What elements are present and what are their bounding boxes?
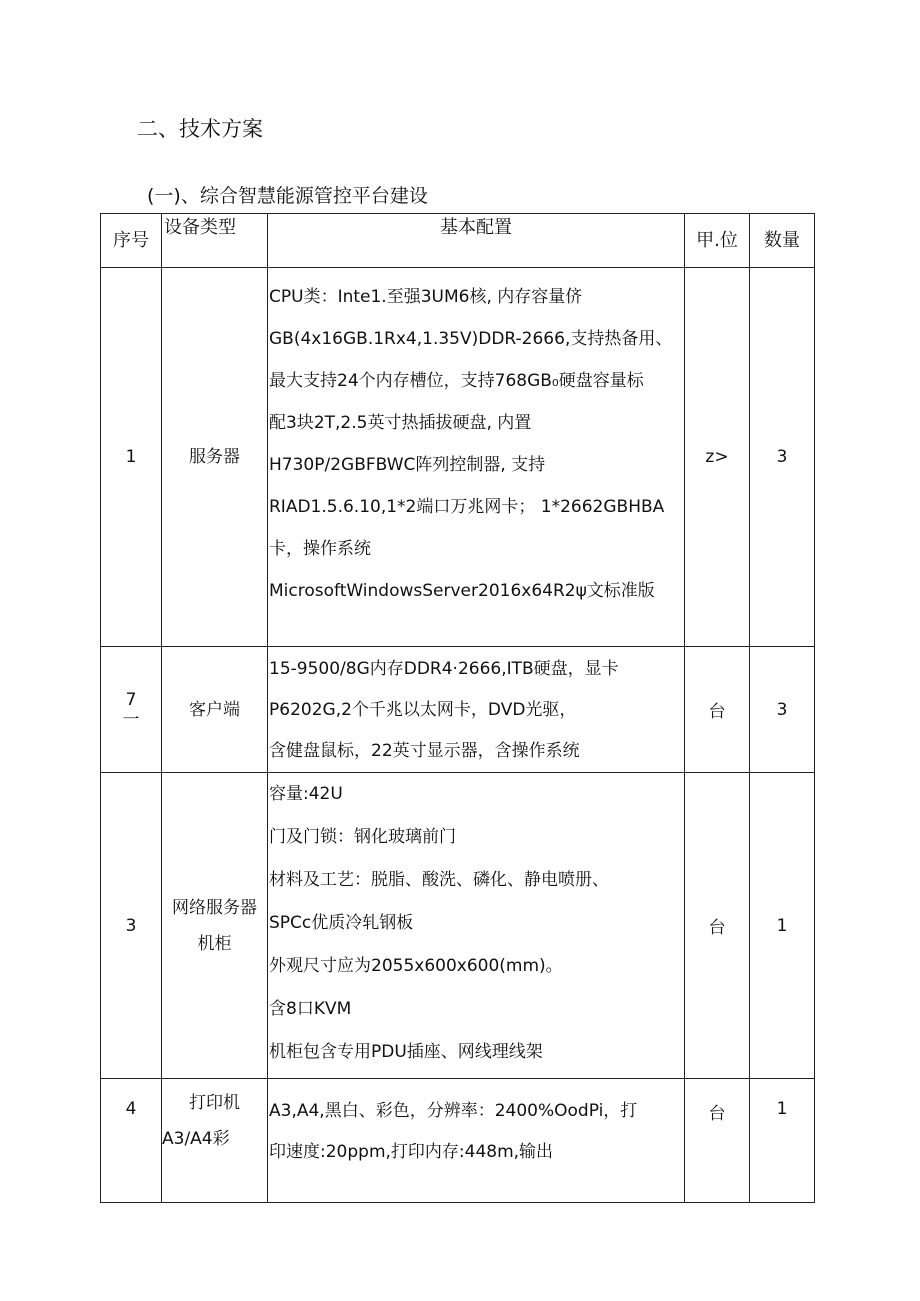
row-config <box>268 1079 685 1203</box>
row-unit: z> <box>685 268 750 647</box>
row-qty: 3 <box>750 647 815 773</box>
config-line: P6202G,2个千兆以太网卡，DVD光驱， <box>269 700 577 720</box>
config-line: SPCc优质冷轧钢板 <box>269 913 414 933</box>
seq-bottom: 一 <box>122 709 140 730</box>
row-type <box>162 1079 268 1203</box>
table-row <box>101 1079 815 1203</box>
table-row <box>101 647 815 773</box>
config-line: H730P/2GBFBWC阵列控制器, 支持 <box>269 455 546 475</box>
row-config <box>268 647 685 773</box>
row-unit: 台 <box>685 773 750 1079</box>
config-line: 机柜包含专用PDU插座、网线理线架 <box>269 1042 543 1062</box>
row-type <box>162 773 268 1079</box>
row-seq: 1 <box>101 268 162 647</box>
config-line: 容量:42U <box>269 784 343 804</box>
row-type: 客户端 <box>162 647 268 773</box>
header-config: 基本配置 <box>268 214 685 268</box>
row-unit: 台 <box>685 647 750 773</box>
row-unit: 台 <box>685 1079 750 1203</box>
config-line: 含健盘鼠标，22英寸显示器，含操作系统 <box>269 741 580 761</box>
header-qty: 数量 <box>750 214 815 268</box>
row-type: 服务器 <box>162 268 268 647</box>
equipment-table <box>100 213 815 1203</box>
config-line: A3,A4,黑白、彩色，分辨率：2400%OodPi，打 <box>269 1101 638 1121</box>
config-line: 卡，操作系统 <box>269 539 371 559</box>
row-config <box>268 268 685 647</box>
table-row <box>101 268 815 647</box>
config-line: 外观尺寸应为2055x600x600(mm)。 <box>269 956 563 976</box>
row-config <box>268 773 685 1079</box>
table-header-row <box>101 214 815 268</box>
config-line: 门及门锁：钢化玻璃前门 <box>269 827 456 847</box>
config-line: CPU类：Inte1.至强3UM6核, 内存容量侪 <box>269 287 583 307</box>
config-line: RIAD1.5.6.10,1*2端口万兆网卡； 1*2662GBHBA <box>269 497 665 517</box>
subsection-heading: (一)、综合智慧能源管控平台建设 <box>147 185 428 207</box>
seq-top: 7 <box>125 689 137 710</box>
row-seq: 4 <box>101 1079 162 1203</box>
config-line: 材料及工艺：脱脂、酸洗、磷化、静电喷册、 <box>269 870 609 890</box>
row-seq: 3 <box>101 773 162 1079</box>
header-unit: 甲.位 <box>685 214 750 268</box>
row-seq <box>101 647 162 773</box>
table-row <box>101 773 815 1079</box>
row-qty: 3 <box>750 268 815 647</box>
config-line: 印速度:20ppm,打印内存:448m,输出 <box>269 1142 554 1162</box>
type-line: 打印机 <box>189 1093 240 1113</box>
section-heading: 二、技术方案 <box>137 117 263 141</box>
type-line: 机柜 <box>197 933 232 954</box>
config-line: 含8口KVM <box>269 999 352 1019</box>
config-line: GB(4x16GB.1Rx4,1.35V)DDR-2666,支持热备用、 <box>269 329 673 349</box>
config-line: 15-9500/8G内存DDR4·2666,ITB硬盘，显卡 <box>269 659 619 679</box>
row-qty: 1 <box>750 1079 815 1203</box>
config-line: MicrosoftWindowsServer2016x64R2ψ文标准版 <box>269 581 655 601</box>
header-seq: 序号 <box>101 214 162 268</box>
type-line: A3/A4彩 <box>162 1129 230 1149</box>
config-line: 最大支持24个内存槽位，支持768GB₀硬盘容量标 <box>269 371 644 391</box>
row-qty: 1 <box>750 773 815 1079</box>
type-line: 网络服务器 <box>172 897 257 918</box>
config-line: 配3块2T,2.5英寸热插拔硬盘, 内置 <box>269 413 532 433</box>
header-type: 设备类型 <box>162 214 268 268</box>
